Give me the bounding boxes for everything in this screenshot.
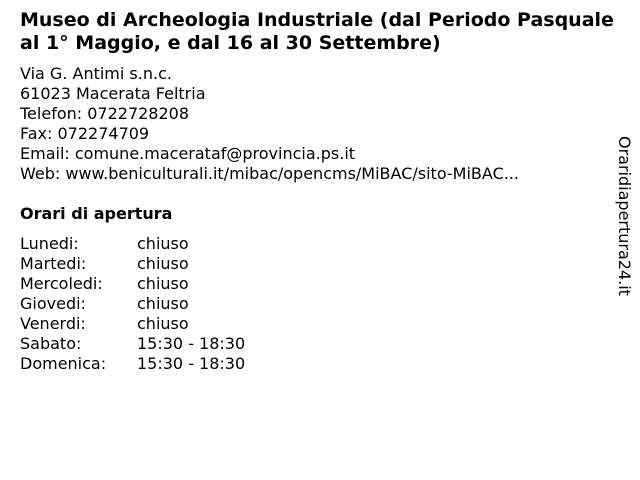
website-link[interactable]: Web: www.beniculturali.it/mibac/opencms/MiBAC/sito-MiBAC... <box>20 164 519 183</box>
hours-day: Domenica: <box>20 354 107 373</box>
hours-day: Sabato: <box>20 334 82 353</box>
address-street: Via G. Antimi s.n.c. <box>20 64 172 83</box>
fax-number: Fax: 072274709 <box>20 124 150 143</box>
hours-row <box>20 314 245 334</box>
hours-time: chiuso <box>137 234 189 253</box>
hours-row <box>20 234 245 254</box>
hours-time: chiuso <box>137 294 189 313</box>
hours-row <box>20 294 245 314</box>
hours-day: Mercoledi: <box>20 274 103 293</box>
hours-time: 15:30 - 18:30 <box>137 334 246 353</box>
opening-hours-table <box>20 234 245 374</box>
opening-hours-heading: Orari di apertura <box>20 204 173 223</box>
hours-day: Giovedi: <box>20 294 86 313</box>
page-title: Museo di Archeologia Industriale (dal Periodo Pasquale al 1° Maggio, e dal 16 al 30 Settembre) <box>20 9 614 54</box>
hours-time: chiuso <box>137 274 189 293</box>
hours-day: Venerdi: <box>20 314 86 333</box>
hours-time: chiuso <box>137 314 189 333</box>
hours-row <box>20 354 245 374</box>
site-brand-watermark: Oraridiapertura24.it <box>615 136 634 296</box>
hours-time: 15:30 - 18:30 <box>137 354 246 373</box>
contact-block <box>20 64 519 184</box>
email-address: Email: comune.macerataf@provincia.ps.it <box>20 144 356 163</box>
hours-day: Martedi: <box>20 254 87 273</box>
hours-day: Lunedi: <box>20 234 79 253</box>
hours-time: chiuso <box>137 254 189 273</box>
hours-row <box>20 334 245 354</box>
hours-row <box>20 274 245 294</box>
address-city: 61023 Macerata Feltria <box>20 84 206 103</box>
hours-row <box>20 254 245 274</box>
phone-number: Telefon: 0722728208 <box>20 104 190 123</box>
